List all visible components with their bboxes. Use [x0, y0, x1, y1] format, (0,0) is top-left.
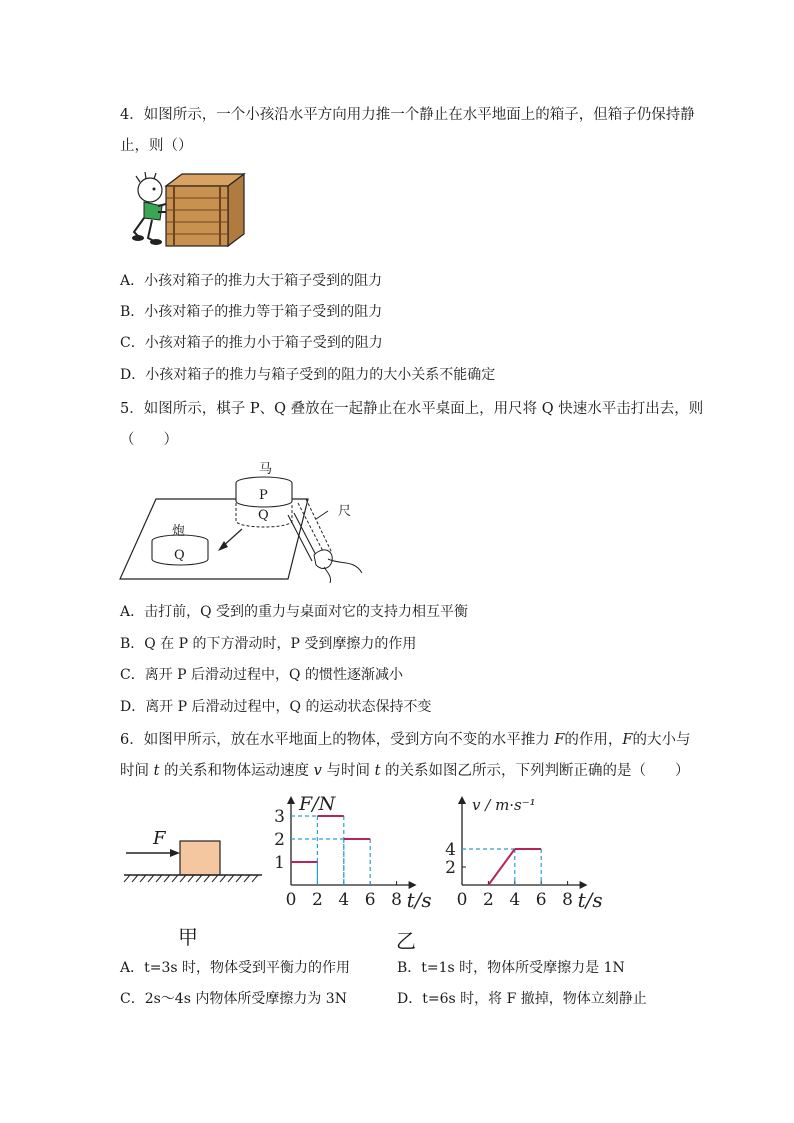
q5-option-b: B．Q 在 P 的下方滑动时，P 受到摩擦力的作用: [120, 636, 417, 652]
chart-velocity-time: [442, 790, 617, 920]
q6-option-d: D．t=6s 时，将 F 撤掉，物体立刻静止: [397, 991, 647, 1007]
y-tick-label: 4: [445, 840, 456, 860]
x-tick-label: 4: [509, 890, 521, 910]
y-tick-label: 2: [445, 858, 456, 878]
q5-option-c: C．离开 P 后滑动过程中，Q 的惯性逐渐减小: [120, 667, 403, 683]
y-axis-label: v / m·s⁻¹: [472, 796, 536, 814]
q4-stem-line2: 止，则（）: [120, 138, 193, 154]
q5-stem-line1: 5．如图所示，棋子 P、Q 叠放在一起静止在水平桌面上，用尺将 Q 快速水平击打出去，则: [120, 401, 704, 417]
x-tick-label: 0: [456, 890, 468, 910]
label-q-top: Q: [258, 508, 269, 523]
q5-figure-chess-pieces: [118, 455, 368, 583]
x-axis-label: t/s: [577, 888, 603, 912]
y-axis-arrow: [458, 796, 466, 804]
x-tick-label: 6: [535, 890, 547, 910]
q5-option-a: A．击打前，Q 受到的重力与桌面对它的支持力相互平衡: [120, 604, 469, 620]
label-q-moved: Q: [174, 548, 185, 563]
q6-option-a: A．t=3s 时，物体受到平衡力的作用: [120, 960, 351, 976]
y-axis-label: F/N: [299, 793, 336, 815]
caption-yi: 乙: [396, 929, 416, 953]
x-tick-label: 0: [285, 890, 297, 910]
q6-option-c: C．2s～4s 内物体所受摩擦力为 3N: [120, 991, 347, 1007]
block: [180, 841, 220, 875]
q4-option-a: A．小孩对箱子的推力大于箱子受到的阻力: [120, 273, 383, 289]
q4-option-c: C．小孩对箱子的推力小于箱子受到的阻力: [120, 335, 383, 351]
x-tick-label: 8: [562, 890, 574, 910]
label-p: P: [259, 488, 268, 503]
x-axis-label: t/s: [406, 888, 432, 912]
x-tick-label: 2: [311, 890, 323, 910]
label-ma: 马: [259, 462, 273, 477]
x-tick-label: 8: [391, 890, 403, 910]
q4-option-b: B．小孩对箱子的推力等于箱子受到的阻力: [120, 304, 383, 320]
x-tick-label: 4: [338, 890, 350, 910]
force-label: F: [153, 828, 166, 849]
q5-option-d: D．离开 P 后滑动过程中，Q 的运动状态保持不变: [120, 699, 432, 715]
x-tick-label: 2: [482, 890, 494, 910]
caption-jia: 甲: [178, 925, 198, 949]
x-tick-label: 6: [364, 890, 376, 910]
q6-option-b: B．t=1s 时，物体所受摩擦力是 1N: [397, 960, 625, 976]
y-tick-label: 3: [274, 807, 285, 827]
q4-stem-line1: 4．如图所示，一个小孩沿水平方向用力推一个静止在水平地面上的箱子，但箱子仍保持静: [120, 107, 695, 123]
y-tick-label: 1: [274, 853, 285, 873]
q4-figure-child-pushing-box: [118, 168, 258, 250]
label-chi: 尺: [338, 504, 352, 519]
q6-stem-line2: 时间 t 的关系和物体运动速度 v 与时间 t 的关系如图乙所示，下列判断正确的是（ ）: [120, 763, 690, 779]
q6-figure-jia: [120, 825, 265, 885]
label-pao: 炮: [172, 524, 186, 539]
table-surface: [120, 499, 308, 579]
q5-stem-line2: （ ）: [120, 432, 178, 448]
chart-force-time: [272, 790, 442, 920]
y-tick-label: 2: [274, 830, 285, 850]
q4-option-d: D．小孩对箱子的推力与箱子受到的阻力的大小关系不能确定: [120, 367, 496, 383]
q6-stem-line1: 6．如图甲所示，放在水平地面上的物体，受到方向不变的水平推力 F的作用，F的大小与: [120, 732, 691, 748]
y-axis-arrow: [287, 796, 295, 804]
series-segment-1: [488, 849, 514, 885]
